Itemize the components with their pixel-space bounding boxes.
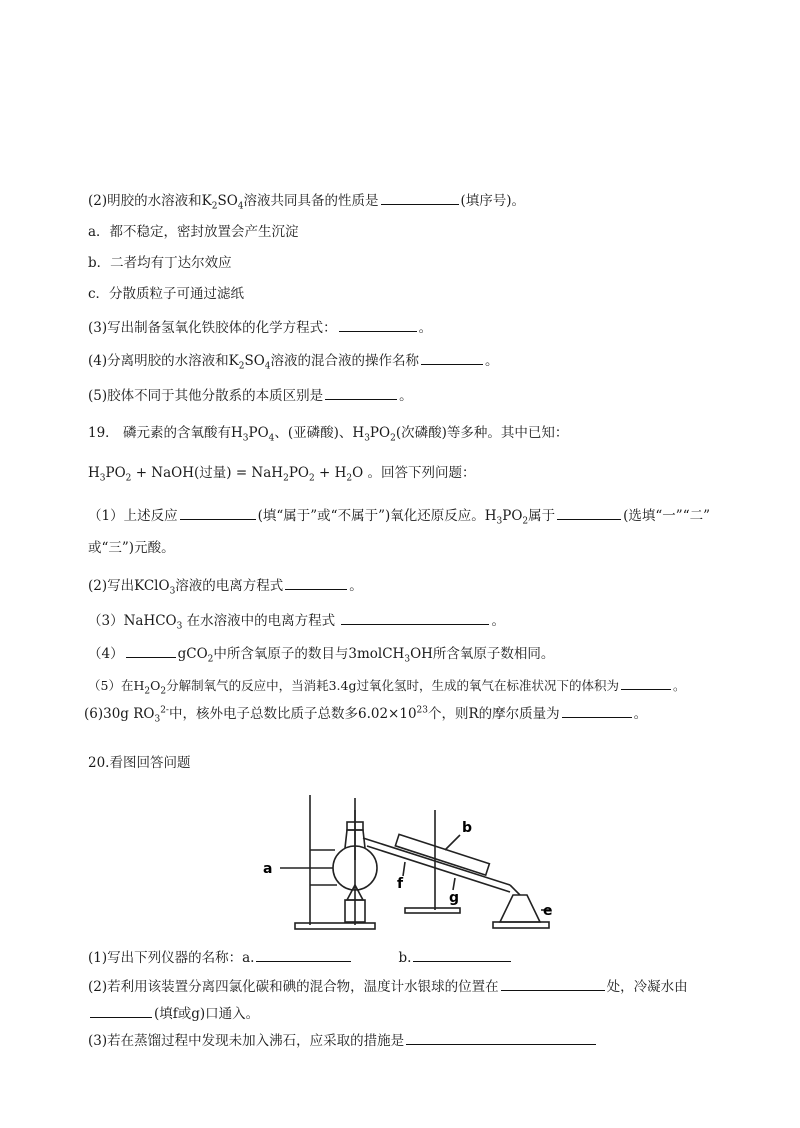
q19-part4	[88, 643, 740, 664]
q18-part4	[88, 350, 740, 371]
option-a: a．都不稳定，密封放置会产生沉淀	[88, 224, 299, 240]
q19-part1	[88, 505, 740, 526]
subscript: 4	[268, 433, 275, 444]
q18-part2	[88, 190, 740, 211]
text: 。	[399, 388, 413, 404]
text: 处，冷凝水由	[606, 979, 688, 995]
option-c: c．分散质粒子可通过滤纸	[88, 286, 245, 302]
subscript: 4	[264, 361, 271, 372]
subscript: 3	[496, 516, 503, 527]
text: (6)30g RO	[84, 706, 155, 722]
text: 溶液共同具备的性质是	[243, 193, 379, 209]
text: PO	[369, 425, 391, 441]
subscript: 3	[242, 433, 249, 444]
answer-blank[interactable]	[341, 610, 489, 625]
subscript: 2	[346, 473, 353, 484]
answer-blank[interactable]	[421, 350, 483, 365]
distillation-apparatus-diagram	[255, 790, 555, 940]
answer-blank[interactable]	[621, 675, 671, 690]
subscript: 2	[160, 686, 167, 697]
answer-blank[interactable]	[285, 575, 347, 590]
text: O	[150, 678, 161, 693]
subscript: 3	[99, 473, 106, 484]
text: （3）NaHCO	[88, 613, 177, 629]
q19-part3	[88, 610, 740, 631]
text: （4）	[88, 646, 124, 662]
text: 中所含氧原子的数目与3molCH	[213, 646, 405, 662]
subscript: 2	[308, 473, 315, 484]
label-f: f	[397, 876, 404, 892]
answer-blank[interactable]	[406, 1030, 596, 1045]
text: PO	[105, 465, 126, 481]
answer-blank[interactable]	[501, 976, 605, 991]
answer-blank[interactable]	[557, 505, 621, 520]
answer-blank[interactable]	[325, 385, 397, 400]
condenser	[363, 838, 510, 885]
water-inlet	[403, 862, 405, 876]
answer-blank[interactable]	[381, 190, 459, 205]
subscript: 2	[238, 361, 245, 372]
text: (2)若利用该装置分离四氯化碳和碘的混合物，温度计水银球的位置在	[88, 979, 499, 995]
q20-part2-cont	[88, 1003, 740, 1024]
subscript: 3	[169, 586, 176, 597]
superscript: 23	[416, 705, 428, 716]
text: 。	[349, 578, 363, 594]
q20-part3	[88, 1030, 740, 1051]
answer-blank[interactable]	[126, 643, 176, 658]
q20-part2	[88, 976, 740, 997]
text: (5)胶体不同于其他分散系的本质区别是	[88, 388, 324, 404]
label-g: g	[449, 890, 460, 906]
label-a: a	[263, 861, 273, 877]
text: gCO	[177, 646, 208, 662]
text: 溶液的电离方程式	[175, 578, 284, 594]
text: 在水溶液中的电离方程式	[182, 613, 340, 629]
q19-part5	[88, 675, 740, 696]
text: + NaOH(过量) = NaH	[131, 465, 284, 481]
text: 19． 磷元素的含氧酸有H	[88, 425, 243, 441]
text: 。	[485, 353, 499, 369]
subscript: 3	[154, 714, 161, 725]
q20-title: 20.看图回答问题	[88, 755, 191, 771]
answer-blank[interactable]	[90, 1003, 152, 1018]
text: PO	[248, 425, 269, 441]
subscript: 3	[364, 433, 370, 444]
text: (选填“一”“二”	[623, 508, 711, 524]
text: 分解制氧气的反应中，当消耗3.4g过氧化氢时，生成的氧气在标准状况下的体积为	[166, 678, 619, 693]
text: O 。回答下列问题：	[352, 465, 476, 481]
subscript: 3	[176, 621, 183, 632]
text: PO	[288, 465, 309, 481]
text: 溶液的混合液的操作名称	[270, 353, 420, 369]
text: PO	[502, 508, 523, 524]
subscript: 2	[390, 433, 396, 444]
text: (2)写出KClO	[88, 578, 170, 594]
q19-equation	[88, 463, 740, 483]
text: (填f或g)口通入。	[154, 1006, 260, 1022]
q19-part1-cont: 或“三”)元酸。	[88, 540, 175, 556]
text: (4)分离明胶的水溶液和K	[88, 353, 239, 369]
stand-base	[295, 923, 375, 929]
q18-part3	[88, 317, 740, 338]
subscript: 2	[125, 473, 132, 484]
answer-blank[interactable]	[413, 947, 511, 962]
subscript: 2	[207, 654, 214, 665]
text: SO	[217, 193, 238, 209]
text: (3)若在蒸馏过程中发现未加入沸石，应采取的措施是	[88, 1033, 405, 1049]
answer-blank[interactable]	[562, 703, 632, 718]
text: (3)写出制备氢氧化铁胶体的化学方程式：	[88, 320, 337, 336]
answer-blank[interactable]	[256, 947, 351, 962]
q19-intro	[88, 423, 740, 443]
text: (填“属于”或“不属于”)氧化还原反应。H	[257, 508, 497, 524]
subscript: 2	[283, 473, 289, 484]
subscript: 2	[211, 201, 218, 212]
text: 。	[672, 678, 686, 693]
subscript: 2	[522, 516, 529, 527]
text: (次磷酸)等多种。其中已知：	[395, 425, 569, 441]
text: 。	[491, 613, 505, 629]
text: 、(亚磷酸)、H	[274, 425, 365, 441]
subscript: 2	[144, 686, 151, 697]
receiving-flask	[500, 895, 540, 922]
text: (2)明胶的水溶液和K	[88, 193, 212, 209]
option-b: b．二者均有丁达尔效应	[88, 255, 232, 271]
text: OH所含氧原子数相同。	[410, 646, 555, 662]
text: 中，核外电子总数比质子总数多6.02×10	[168, 706, 417, 722]
text: b.	[398, 950, 412, 966]
q18-part5	[88, 385, 740, 406]
text: （1）上述反应	[88, 508, 178, 524]
label-b: b	[462, 820, 473, 836]
text: (1)写出下列仪器的名称：a.	[88, 950, 255, 966]
label-e: e	[543, 903, 553, 919]
text: 属于	[528, 508, 556, 524]
text: (填序号)。	[460, 193, 526, 209]
text: H	[88, 465, 100, 481]
answer-blank[interactable]	[339, 317, 417, 332]
water-outlet	[453, 878, 455, 890]
subscript: 4	[237, 201, 244, 212]
superscript: 2-	[160, 705, 169, 716]
q19-part2	[88, 575, 740, 596]
text: SO	[244, 353, 265, 369]
text: + H	[314, 465, 347, 481]
condenser-jacket	[395, 834, 489, 875]
q20-part1	[88, 947, 740, 968]
answer-blank[interactable]	[180, 505, 256, 520]
text: 个，则R的摩尔质量为	[428, 706, 560, 722]
stand-base	[405, 908, 460, 913]
text: （5）在H	[88, 678, 145, 693]
text: 。	[418, 320, 433, 336]
text: 。	[633, 706, 648, 722]
q19-part6	[84, 703, 740, 724]
subscript: 3	[404, 654, 411, 665]
